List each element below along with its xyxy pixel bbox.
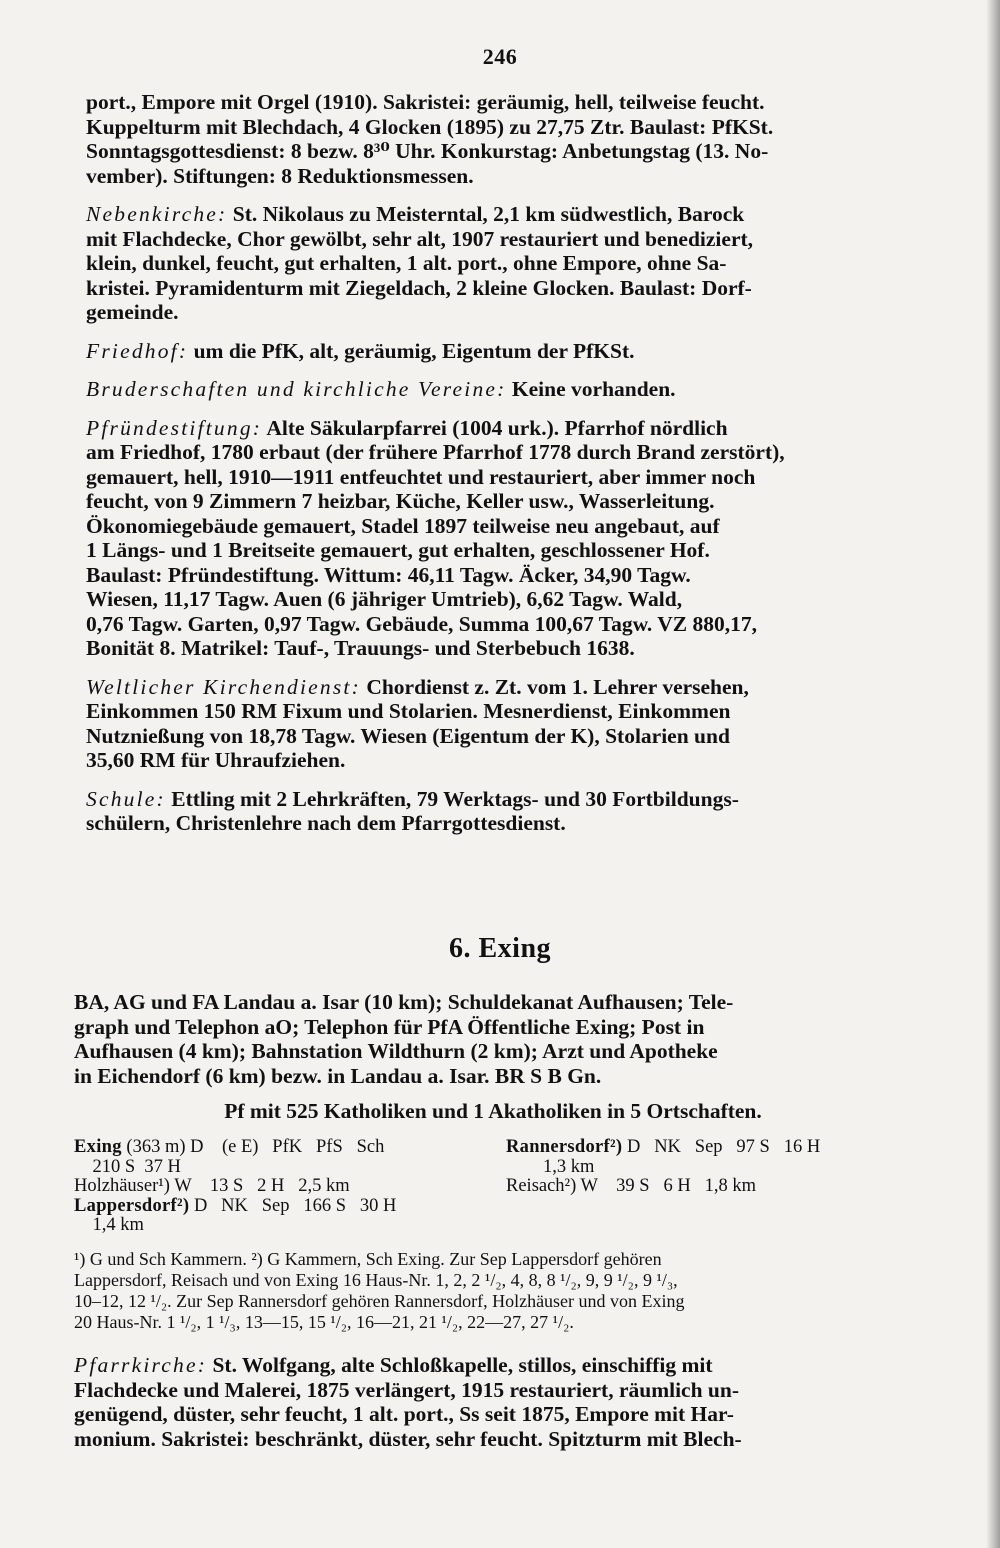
places-column-right (506, 1138, 912, 1197)
summary-line: Pf mit 525 Katholiken und 1 Akatholiken in 5 Ortschaften. (224, 1099, 762, 1123)
paragraph-pfruendestiftung: Pfründestiftung: Alte Säkularpfarrei (1004 urk.). Pfarrhof nördlich am Friedhof, 1780 erbaut (der frühere Pfarrhof 1778 durch Brand zerstört), gemauert, hell, 1910—1911 entfeuchtet und restauriert, aber immer noch feucht, von 9 Zimmern 7 heizbar, Küche, Keller usw., Wasserleitung. Ökonomiegebäude gemauert, Stadel 1897 teilweise neu angebaut, auf 1 Längs- und 1 Breitseite gemauert, gut erhalten, geschlossener Hof. Baulast: Pfründestiftung. Wittum: 46,11 Tagw. Äcker, 34,90 Tagw. Wiesen, 11,17 Tagw. Auen (6 jähriger Umtrieb), 6,62 Tagw. Wald, 0,76 Tagw. Garten, 0,97 Tagw. Gebäude, Summa 100,67 Tagw. VZ 880,17, Bonität 8. Matrikel: Tauf-, Trauungs- und Sterbebuch 1638. (86, 415, 785, 660)
page-number: 246 (482, 44, 518, 69)
paragraph-continuation: port., Empore mit Orgel (1910). Sakristei: geräumig, hell, teilweise feucht. Kuppelturm mit Blechdach, 4 Glocken (1895) zu 27,75 Ztr. Baulast: PfKSt. Sonntagsgottesdienst: 8 bezw. 8³⁰ Uhr. Konkurstag: Anbetungstag (13. No- vember). Stiftungen: 8 Reduktionsmessen. (86, 90, 774, 188)
top-text (86, 90, 918, 836)
intro-text (74, 990, 912, 1088)
paragraph-pfarrkirche: Pfarrkirche: St. Wolfgang, alte Schloßkapelle, stillos, einschiffig mit Flachdecke und Malerei, 1875 verlängert, 1915 restauriert, räumlich un- genügend, düster, sehr feucht, 1 alt. port., Ss seit 1875, Empore mit Har- monium. Sakristei: beschränkt, düster, sehr feucht. Spitzturm mit Blech- (74, 1353, 742, 1451)
binding-shadow (986, 0, 1000, 1548)
heading-pfruendestiftung: Pfründestiftung: (86, 415, 263, 440)
footnote-line: ¹) G und Sch Kammern. ²) G Kammern, Sch Exing. Zur Sep Lappersdorf gehören (74, 1249, 662, 1269)
place-row: 210 S 37 H (74, 1156, 181, 1177)
places-column-left (74, 1138, 504, 1236)
paragraph-friedhof: Friedhof: um die PfK, alt, geräumig, Eigentum der PfKSt. (86, 338, 635, 363)
heading-bruderschaften: Bruderschaften und kirchliche Vereine: (86, 377, 507, 401)
heading-nebenkirche: Nebenkirche: (86, 202, 228, 226)
section-title: 6. Exing (448, 933, 552, 964)
place-row: Exing (363 m) D (e E) PfK PfS Sch (74, 1137, 385, 1157)
paragraph-nebenkirche: Nebenkirche: St. Nikolaus zu Meisterntal, 2,1 km südwestlich, Barock mit Flachdecke, Chor gewölbt, sehr alt, 1907 restauriert und benediziert, klein, dunkel, feucht, gut erhalten, 1 alt. port., ohne Empore, ohne Sa- kristei. Pyramidenturm mit Ziegeldach, 2 kleine Glocken. Baulast: Dorf- gemeinde. (86, 202, 754, 324)
place-row: Reisach²) W 39 S 6 H 1,8 km (506, 1176, 756, 1196)
place-row: Holzhäuser¹) W 13 S 2 H 2,5 km (74, 1176, 350, 1196)
footnote-line: 10–12, 12 ¹/₂. Zur Sep Rannersdorf gehören Rannersdorf, Holzhäuser und von Exing (74, 1291, 685, 1311)
heading-schule: Schule: (86, 786, 166, 811)
paragraph-schule: Schule: Ettling mit 2 Lehrkräften, 79 Werktags- und 30 Fortbildungs- schülern, Christenlehre nach dem Pfarrgottesdienst. (86, 786, 739, 835)
footnotes (74, 1249, 912, 1333)
paragraph-bruderschaften: Bruderschaften und kirchliche Vereine: Keine vorhanden. (86, 377, 676, 401)
footnote-line: 20 Haus-Nr. 1 ¹/₂, 1 ¹/₃, 13—15, 15 ¹/₂, 16—21, 21 ¹/₂, 22—27, 27 ¹/₂. (74, 1312, 574, 1332)
place-row: Lappersdorf²) D NK Sep 166 S 30 H (74, 1195, 397, 1216)
paragraph-weltlicher-kirchendienst: Weltlicher Kirchendienst: Chordienst z. Zt. vom 1. Lehrer versehen, Einkommen 150 RM Fixum und Stolarien. Mesnerdienst, Einkommen Nutznießung von 18,78 Tagw. Wiesen (Eigentum der K), Stolarien und 35,60 RM für Uhraufziehen. (86, 674, 749, 772)
place-row: 1,4 km (74, 1215, 144, 1235)
footnote-line: Lappersdorf, Reisach und von Exing 16 Haus-Nr. 1, 2, 2 ¹/₂, 4, 8, 8 ¹/₂, 9, 9 ¹/₂, 9 ¹/₃, (74, 1270, 678, 1290)
heading-friedhof: Friedhof: (86, 338, 189, 363)
heading-weltlicher-kirchendienst: Weltlicher Kirchendienst: (86, 674, 361, 699)
place-row: 1,3 km (506, 1156, 595, 1177)
bottom-text (74, 1353, 912, 1451)
paragraph-intro: BA, AG und FA Landau a. Isar (10 km); Schuldekanat Aufhausen; Tele- graph und Telephon aO; Telephon für PfA Öffentliche Exing; Post in Aufhausen (4 km); Bahnstation Wildthurn (2 km); Arzt und Apotheke in Eichendorf (6 km) bezw. in Landau a. Isar. BR S B Gn. (74, 990, 734, 1088)
place-row: Rannersdorf²) D NK Sep 97 S 16 H (506, 1137, 821, 1157)
heading-pfarrkirche: Pfarrkirche: (74, 1353, 208, 1377)
